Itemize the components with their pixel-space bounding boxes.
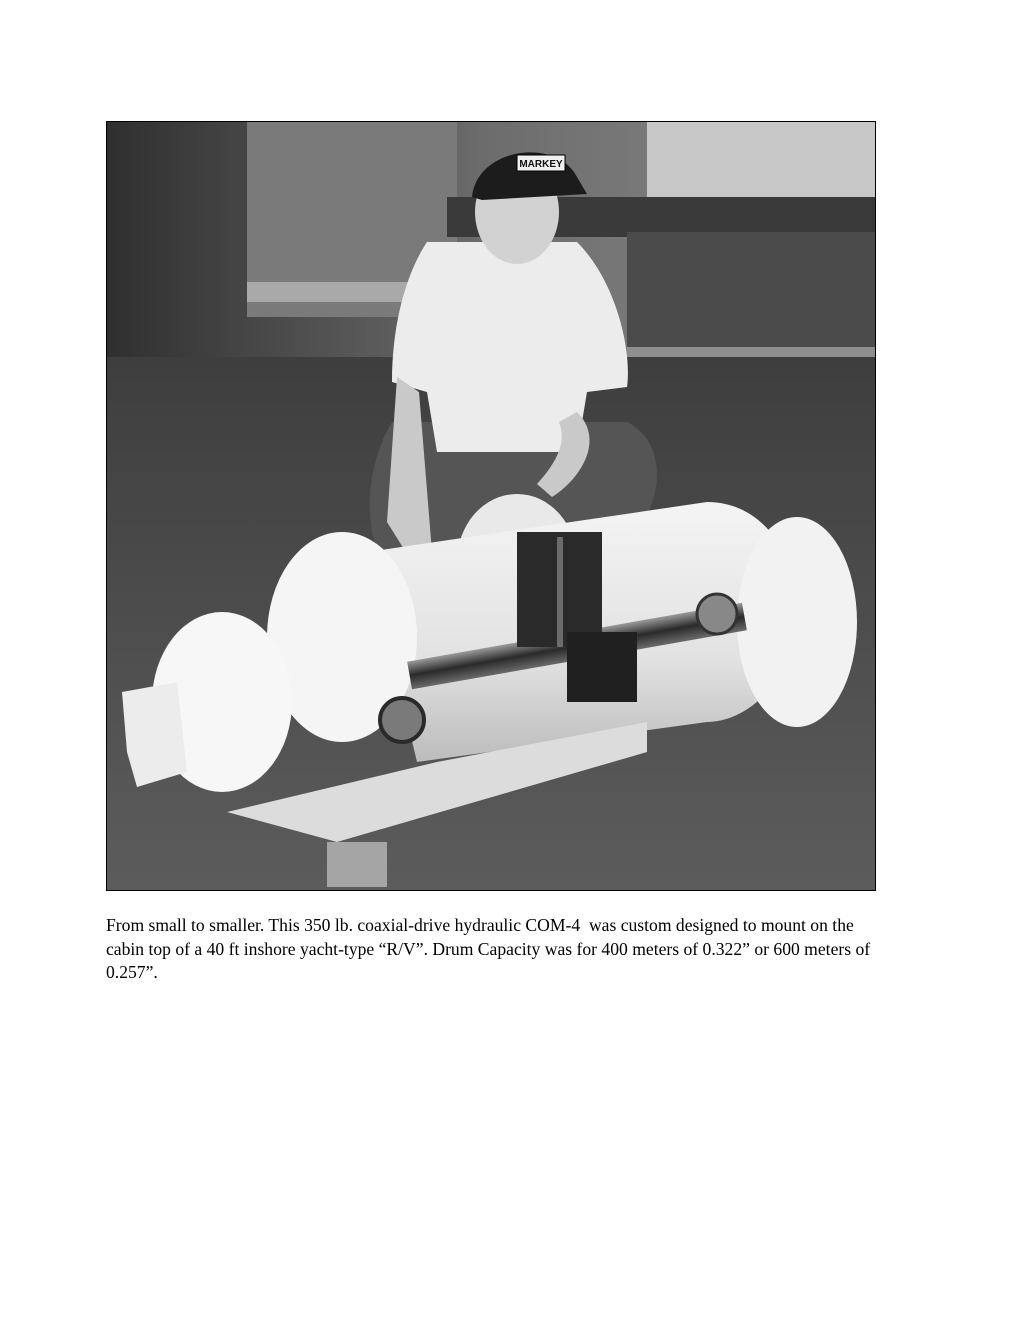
- winch-base-skid: [327, 842, 387, 887]
- winch-carriage-block: [567, 632, 637, 702]
- winch-carriage-post-divider: [557, 537, 563, 647]
- winch-photo-illustration: [107, 122, 875, 890]
- motor-shaft-bearing: [380, 698, 424, 742]
- winch-photo: [106, 121, 876, 891]
- winch-shaft-bearing-right: [697, 594, 737, 634]
- cap-logo-text: MARKEY: [519, 159, 563, 170]
- winch-drum-end: [737, 517, 857, 727]
- photo-caption: From small to smaller. This 350 lb. coaxial-drive hydraulic COM-4 was custom designed to mount on the cabin top of a 40 ft inshore yacht-type “R/V”. Drum Capacity was for 400 meters of 0.322” or 600 meters of 0.257”.: [106, 915, 875, 982]
